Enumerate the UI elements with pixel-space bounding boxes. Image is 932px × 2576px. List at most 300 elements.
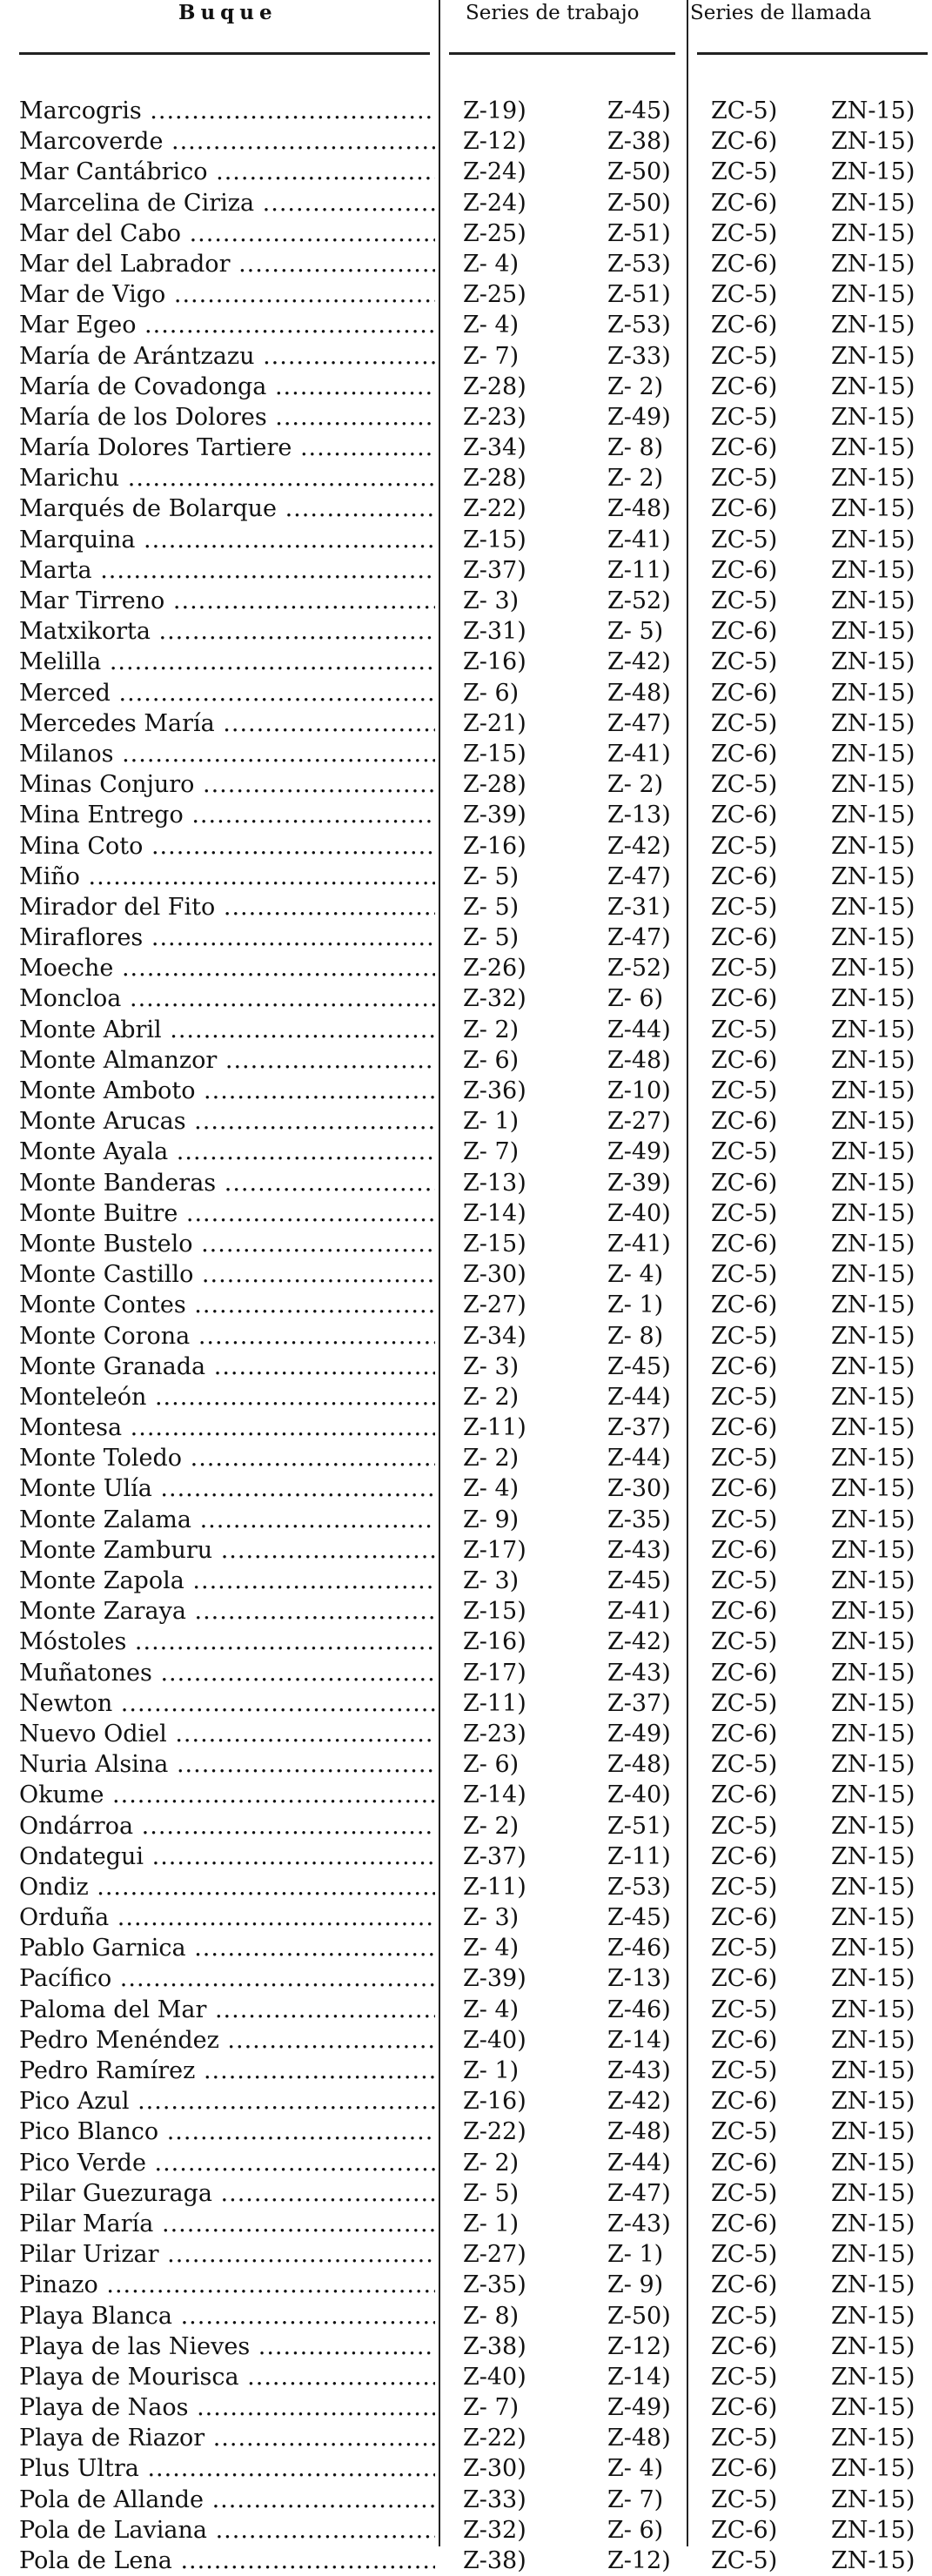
ship-name: Monte Zaraya ..... bbox=[19, 1596, 435, 1627]
serie-llamada-1: ZC-5) bbox=[711, 158, 778, 186]
serie-llamada-2: ZN-15) bbox=[831, 2179, 915, 2207]
serie-trabajo-1: Z- 4) bbox=[463, 1996, 520, 2023]
serie-trabajo-1: Z-38) bbox=[463, 2332, 526, 2360]
serie-llamada-1: ZC-5) bbox=[711, 342, 778, 370]
serie-trabajo-1: Z-16) bbox=[463, 2088, 526, 2116]
serie-trabajo-2: Z-45) bbox=[607, 1904, 671, 1932]
serie-llamada-1: ZC-5) bbox=[711, 1935, 778, 1962]
table-row bbox=[0, 279, 932, 310]
serie-llamada-2: ZN-15) bbox=[831, 2302, 915, 2330]
serie-trabajo-1: Z-39) bbox=[463, 802, 526, 829]
serie-trabajo-1: Z- 9) bbox=[463, 1506, 520, 1533]
serie-llamada-1: ZC-6) bbox=[711, 1536, 778, 1564]
serie-llamada-2: ZN-15) bbox=[831, 862, 915, 890]
serie-llamada-2: ZN-15) bbox=[831, 1322, 915, 1350]
serie-llamada-2: ZN-15) bbox=[831, 985, 915, 1013]
serie-llamada-1: ZC-5) bbox=[711, 1016, 778, 1043]
serie-trabajo-1: Z- 7) bbox=[463, 342, 520, 370]
table-row bbox=[0, 678, 932, 708]
serie-llamada-1: ZC-6) bbox=[711, 1291, 778, 1319]
serie-trabajo-1: Z- 3) bbox=[463, 1567, 520, 1594]
header-rule bbox=[19, 52, 430, 55]
serie-trabajo-2: Z-35) bbox=[607, 1506, 671, 1533]
serie-trabajo-1: Z- 3) bbox=[463, 1904, 520, 1932]
ship-name: Monte Amboto ..... bbox=[19, 1076, 435, 1106]
table-row bbox=[0, 616, 932, 647]
table-row bbox=[0, 1811, 932, 1841]
serie-trabajo-1: Z- 1) bbox=[463, 2057, 520, 2084]
serie-llamada-2: ZN-15) bbox=[831, 1781, 915, 1809]
header-series-trabajo: Series de trabajo bbox=[466, 2, 640, 24]
table-row bbox=[0, 983, 932, 1014]
serie-llamada-2: ZN-15) bbox=[831, 1812, 915, 1840]
ship-name: Monte Granada ..... bbox=[19, 1352, 435, 1382]
ship-name: Nuevo Odiel ..... bbox=[19, 1719, 435, 1749]
serie-llamada-1: ZC-6) bbox=[711, 862, 778, 890]
serie-trabajo-2: Z- 7) bbox=[607, 2485, 664, 2513]
table-row bbox=[0, 2209, 932, 2239]
serie-trabajo-1: Z- 4) bbox=[463, 1475, 520, 1503]
table-row bbox=[0, 157, 932, 187]
serie-trabajo-2: Z-13) bbox=[607, 1965, 671, 1993]
serie-llamada-1: ZC-5) bbox=[711, 1383, 778, 1411]
table-row bbox=[0, 1259, 932, 1290]
serie-trabajo-2: Z- 1) bbox=[607, 2241, 664, 2269]
ship-name: Ondárroa ..... bbox=[19, 1811, 435, 1841]
serie-llamada-2: ZN-15) bbox=[831, 2241, 915, 2269]
serie-trabajo-2: Z- 5) bbox=[607, 618, 664, 646]
serie-llamada-2: ZN-15) bbox=[831, 2547, 915, 2574]
serie-llamada-2: ZN-15) bbox=[831, 1383, 915, 1411]
serie-llamada-2: ZN-15) bbox=[831, 1261, 915, 1289]
table-row bbox=[0, 586, 932, 616]
ship-name: Pilar María ..... bbox=[19, 2209, 435, 2239]
ship-name: Monte Banderas ..... bbox=[19, 1168, 435, 1198]
ship-name: Muñatones ..... bbox=[19, 1658, 435, 1688]
serie-trabajo-2: Z-53) bbox=[607, 312, 671, 339]
serie-llamada-2: ZN-15) bbox=[831, 342, 915, 370]
ship-name: Monte Almanzor ..... bbox=[19, 1045, 435, 1076]
serie-trabajo-1: Z-25) bbox=[463, 281, 526, 309]
table-row bbox=[0, 1872, 932, 1902]
serie-trabajo-2: Z- 6) bbox=[607, 2516, 664, 2544]
table-row bbox=[0, 953, 932, 983]
ship-name: Mar Cantábrico ..... bbox=[19, 157, 435, 187]
serie-trabajo-2: Z-43) bbox=[607, 2210, 671, 2237]
serie-trabajo-2: Z-47) bbox=[607, 862, 671, 890]
serie-llamada-1: ZC-5) bbox=[711, 1322, 778, 1350]
ship-name: Pico Blanco ..... bbox=[19, 2116, 435, 2147]
ship-name: Mar del Labrador ..... bbox=[19, 249, 435, 279]
ship-name: Mar de Vigo ..... bbox=[19, 279, 435, 310]
serie-llamada-1: ZC-6) bbox=[711, 985, 778, 1013]
serie-llamada-2: ZN-15) bbox=[831, 832, 915, 860]
serie-llamada-1: ZC-5) bbox=[711, 281, 778, 309]
serie-trabajo-1: Z-31) bbox=[463, 618, 526, 646]
serie-trabajo-1: Z- 2) bbox=[463, 1016, 520, 1043]
serie-llamada-1: ZC-5) bbox=[711, 1812, 778, 1840]
table-row bbox=[0, 1412, 932, 1443]
serie-trabajo-2: Z-50) bbox=[607, 158, 671, 186]
serie-trabajo-2: Z-10) bbox=[607, 1077, 671, 1104]
ship-name: Mar Egeo ..... bbox=[19, 310, 435, 340]
serie-llamada-1: ZC-6) bbox=[711, 372, 778, 400]
table-row bbox=[0, 188, 932, 218]
serie-llamada-2: ZN-15) bbox=[831, 1016, 915, 1043]
serie-trabajo-2: Z- 8) bbox=[607, 1322, 664, 1350]
serie-llamada-2: ZN-15) bbox=[831, 312, 915, 339]
serie-llamada-1: ZC-6) bbox=[711, 1904, 778, 1932]
ship-name: Merced ..... bbox=[19, 678, 435, 708]
serie-trabajo-1: Z-32) bbox=[463, 2516, 526, 2544]
serie-llamada-2: ZN-15) bbox=[831, 2332, 915, 2360]
serie-trabajo-1: Z-22) bbox=[463, 495, 526, 523]
ship-name: Mar Tirreno ..... bbox=[19, 586, 435, 616]
ship-name: Playa Blanca ..... bbox=[19, 2301, 435, 2331]
serie-llamada-2: ZN-15) bbox=[831, 1628, 915, 1656]
table-row bbox=[0, 2270, 932, 2300]
serie-trabajo-1: Z- 8) bbox=[463, 2302, 520, 2330]
table-row bbox=[0, 2546, 932, 2576]
serie-trabajo-2: Z-51) bbox=[607, 281, 671, 309]
serie-trabajo-1: Z-39) bbox=[463, 1965, 526, 1993]
serie-llamada-1: ZC-6) bbox=[711, 189, 778, 217]
table-row bbox=[0, 2362, 932, 2392]
table-row bbox=[0, 96, 932, 126]
serie-trabajo-2: Z-31) bbox=[607, 893, 671, 921]
serie-llamada-2: ZN-15) bbox=[831, 2485, 915, 2513]
ship-name: Pinazo ..... bbox=[19, 2270, 435, 2300]
table-row bbox=[0, 1137, 932, 1167]
serie-trabajo-2: Z-47) bbox=[607, 709, 671, 737]
serie-trabajo-1: Z-36) bbox=[463, 1077, 526, 1104]
serie-llamada-1: ZC-5) bbox=[711, 1751, 778, 1779]
serie-llamada-2: ZN-15) bbox=[831, 1689, 915, 1717]
ship-name: Marquina ..... bbox=[19, 525, 435, 555]
serie-trabajo-2: Z-38) bbox=[607, 128, 671, 156]
serie-trabajo-1: Z-15) bbox=[463, 526, 526, 553]
serie-llamada-1: ZC-6) bbox=[711, 312, 778, 339]
serie-llamada-1: ZC-5) bbox=[711, 2241, 778, 2269]
serie-llamada-1: ZC-5) bbox=[711, 526, 778, 553]
serie-llamada-1: ZC-6) bbox=[711, 1659, 778, 1687]
ship-name: Playa de las Nieves ..... bbox=[19, 2331, 435, 2362]
serie-trabajo-1: Z-14) bbox=[463, 1199, 526, 1227]
serie-llamada-2: ZN-15) bbox=[831, 1352, 915, 1380]
serie-llamada-1: ZC-6) bbox=[711, 740, 778, 768]
ship-name: Monte Buitre ..... bbox=[19, 1198, 435, 1229]
serie-llamada-1: ZC-5) bbox=[711, 2425, 778, 2452]
serie-llamada-2: ZN-15) bbox=[831, 924, 915, 952]
serie-trabajo-2: Z-45) bbox=[607, 1352, 671, 1380]
ship-name: María de Covadonga ..... bbox=[19, 372, 435, 402]
table-row bbox=[0, 1045, 932, 1076]
serie-llamada-1: ZC-5) bbox=[711, 709, 778, 737]
table-row bbox=[0, 493, 932, 524]
table-row bbox=[0, 1963, 932, 1994]
serie-trabajo-2: Z-50) bbox=[607, 189, 671, 217]
table-row bbox=[0, 2116, 932, 2147]
table-row bbox=[0, 310, 932, 340]
serie-trabajo-1: Z- 5) bbox=[463, 893, 520, 921]
serie-trabajo-2: Z-48) bbox=[607, 2118, 671, 2146]
serie-llamada-1: ZC-5) bbox=[711, 2363, 778, 2391]
table-row bbox=[0, 1443, 932, 1473]
ship-name: Montesa ..... bbox=[19, 1412, 435, 1443]
serie-trabajo-1: Z-30) bbox=[463, 2455, 526, 2483]
serie-trabajo-1: Z-27) bbox=[463, 1291, 526, 1319]
serie-llamada-1: ZC-5) bbox=[711, 2057, 778, 2084]
serie-trabajo-2: Z-37) bbox=[607, 1689, 671, 1717]
serie-trabajo-1: Z- 2) bbox=[463, 1383, 520, 1411]
serie-llamada-2: ZN-15) bbox=[831, 2057, 915, 2084]
serie-trabajo-1: Z-34) bbox=[463, 1322, 526, 1350]
ship-name: Minas Conjuro ..... bbox=[19, 769, 435, 800]
table-row bbox=[0, 2025, 932, 2056]
serie-llamada-2: ZN-15) bbox=[831, 403, 915, 431]
ship-name: Plus Ultra ..... bbox=[19, 2453, 435, 2484]
table-row bbox=[0, 2331, 932, 2362]
serie-llamada-1: ZC-5) bbox=[711, 1138, 778, 1166]
serie-trabajo-2: Z-12) bbox=[607, 2332, 671, 2360]
serie-trabajo-1: Z-24) bbox=[463, 158, 526, 186]
table-row bbox=[0, 1780, 932, 1810]
ship-name: Monte Abril ..... bbox=[19, 1015, 435, 1045]
serie-llamada-2: ZN-15) bbox=[831, 1445, 915, 1472]
serie-trabajo-1: Z- 6) bbox=[463, 679, 520, 707]
table-row bbox=[0, 1076, 932, 1106]
serie-llamada-1: ZC-5) bbox=[711, 1077, 778, 1104]
ship-name: Matxikorta ..... bbox=[19, 616, 435, 647]
serie-trabajo-2: Z-41) bbox=[607, 1230, 671, 1258]
ship-name: Paloma del Mar ..... bbox=[19, 1995, 435, 2025]
table-row bbox=[0, 1596, 932, 1627]
serie-trabajo-2: Z-50) bbox=[607, 2302, 671, 2330]
ship-name: María de los Dolores ..... bbox=[19, 402, 435, 433]
table-row bbox=[0, 2453, 932, 2484]
ship-name: Okume ..... bbox=[19, 1780, 435, 1810]
serie-trabajo-2: Z-53) bbox=[607, 1873, 671, 1901]
table-row bbox=[0, 1290, 932, 1320]
serie-llamada-2: ZN-15) bbox=[831, 250, 915, 278]
serie-trabajo-2: Z-49) bbox=[607, 2394, 671, 2422]
serie-trabajo-1: Z-27) bbox=[463, 2241, 526, 2269]
table-row bbox=[0, 1535, 932, 1566]
serie-llamada-2: ZN-15) bbox=[831, 434, 915, 462]
serie-llamada-2: ZN-15) bbox=[831, 648, 915, 676]
ship-name: Monte Corona ..... bbox=[19, 1321, 435, 1352]
table-row bbox=[0, 2239, 932, 2270]
table-row bbox=[0, 2178, 932, 2209]
ship-name: Pola de Laviana ..... bbox=[19, 2515, 435, 2546]
table-row bbox=[0, 739, 932, 769]
serie-llamada-1: ZC-5) bbox=[711, 403, 778, 431]
table-row bbox=[0, 555, 932, 586]
table-row bbox=[0, 769, 932, 800]
serie-llamada-1: ZC-6) bbox=[711, 1169, 778, 1197]
serie-llamada-1: ZC-6) bbox=[711, 128, 778, 156]
serie-trabajo-2: Z-13) bbox=[607, 802, 671, 829]
table-row bbox=[0, 862, 932, 892]
serie-trabajo-2: Z-47) bbox=[607, 924, 671, 952]
serie-trabajo-2: Z-41) bbox=[607, 526, 671, 553]
table-row bbox=[0, 1015, 932, 1045]
ship-name: Marcogris ..... bbox=[19, 96, 435, 126]
serie-trabajo-1: Z-26) bbox=[463, 955, 526, 983]
serie-trabajo-1: Z-17) bbox=[463, 1536, 526, 1564]
serie-trabajo-1: Z- 7) bbox=[463, 1138, 520, 1166]
table-row bbox=[0, 341, 932, 372]
serie-llamada-2: ZN-15) bbox=[831, 1138, 915, 1166]
serie-trabajo-1: Z-11) bbox=[463, 1873, 526, 1901]
serie-llamada-1: ZC-6) bbox=[711, 679, 778, 707]
serie-trabajo-2: Z-44) bbox=[607, 1383, 671, 1411]
table-row bbox=[0, 1505, 932, 1535]
serie-trabajo-1: Z-21) bbox=[463, 709, 526, 737]
table-row bbox=[0, 1658, 932, 1688]
serie-trabajo-1: Z-28) bbox=[463, 465, 526, 493]
serie-trabajo-2: Z- 2) bbox=[607, 372, 664, 400]
serie-trabajo-2: Z-39) bbox=[607, 1169, 671, 1197]
serie-llamada-1: ZC-5) bbox=[711, 1567, 778, 1594]
serie-llamada-2: ZN-15) bbox=[831, 2026, 915, 2054]
serie-trabajo-2: Z- 4) bbox=[607, 1261, 664, 1289]
ship-name: Pedro Ramírez ..... bbox=[19, 2056, 435, 2086]
ship-name: Mercedes María ..... bbox=[19, 708, 435, 739]
serie-trabajo-2: Z-48) bbox=[607, 1751, 671, 1779]
serie-llamada-2: ZN-15) bbox=[831, 893, 915, 921]
serie-llamada-2: ZN-15) bbox=[831, 372, 915, 400]
serie-trabajo-2: Z-43) bbox=[607, 1536, 671, 1564]
table-row bbox=[0, 831, 932, 862]
serie-llamada-1: ZC-5) bbox=[711, 2485, 778, 2513]
serie-llamada-1: ZC-5) bbox=[711, 648, 778, 676]
serie-llamada-2: ZN-15) bbox=[831, 2118, 915, 2146]
serie-llamada-2: ZN-15) bbox=[831, 1965, 915, 1993]
serie-llamada-2: ZN-15) bbox=[831, 1751, 915, 1779]
serie-trabajo-2: Z-48) bbox=[607, 2425, 671, 2452]
serie-trabajo-2: Z-11) bbox=[607, 1842, 671, 1870]
serie-trabajo-1: Z- 4) bbox=[463, 250, 520, 278]
serie-trabajo-1: Z- 5) bbox=[463, 924, 520, 952]
serie-trabajo-1: Z- 4) bbox=[463, 1935, 520, 1962]
serie-llamada-1: ZC-6) bbox=[711, 1720, 778, 1748]
serie-trabajo-1: Z-33) bbox=[463, 2485, 526, 2513]
table-row bbox=[0, 708, 932, 739]
serie-llamada-1: ZC-5) bbox=[711, 2118, 778, 2146]
serie-llamada-2: ZN-15) bbox=[831, 1077, 915, 1104]
serie-llamada-2: ZN-15) bbox=[831, 1475, 915, 1503]
serie-llamada-2: ZN-15) bbox=[831, 1567, 915, 1594]
serie-trabajo-1: Z-19) bbox=[463, 97, 526, 124]
serie-llamada-2: ZN-15) bbox=[831, 802, 915, 829]
serie-llamada-2: ZN-15) bbox=[831, 679, 915, 707]
serie-llamada-2: ZN-15) bbox=[831, 1169, 915, 1197]
serie-llamada-2: ZN-15) bbox=[831, 1414, 915, 1442]
serie-trabajo-2: Z-51) bbox=[607, 219, 671, 247]
serie-llamada-1: ZC-5) bbox=[711, 1199, 778, 1227]
serie-trabajo-1: Z-30) bbox=[463, 1261, 526, 1289]
ship-name: Pola de Allande ..... bbox=[19, 2485, 435, 2515]
serie-trabajo-2: Z-49) bbox=[607, 1138, 671, 1166]
serie-llamada-1: ZC-6) bbox=[711, 2088, 778, 2116]
table-row bbox=[0, 2086, 932, 2116]
serie-llamada-1: ZC-6) bbox=[711, 1475, 778, 1503]
serie-trabajo-1: Z- 2) bbox=[463, 1812, 520, 1840]
serie-llamada-2: ZN-15) bbox=[831, 618, 915, 646]
serie-trabajo-2: Z-40) bbox=[607, 1781, 671, 1809]
serie-trabajo-1: Z-11) bbox=[463, 1414, 526, 1442]
serie-llamada-2: ZN-15) bbox=[831, 1659, 915, 1687]
ship-name: Playa de Naos ..... bbox=[19, 2392, 435, 2423]
serie-llamada-2: ZN-15) bbox=[831, 2271, 915, 2299]
serie-trabajo-2: Z-48) bbox=[607, 679, 671, 707]
ship-name: Monte Contes ..... bbox=[19, 1290, 435, 1320]
table-row bbox=[0, 647, 932, 677]
table-row bbox=[0, 1168, 932, 1198]
table-row bbox=[0, 1566, 932, 1596]
table-row bbox=[0, 1352, 932, 1382]
serie-llamada-2: ZN-15) bbox=[831, 955, 915, 983]
serie-trabajo-2: Z-30) bbox=[607, 1475, 671, 1503]
serie-llamada-1: ZC-6) bbox=[711, 2332, 778, 2360]
ship-name: Monte Bustelo ..... bbox=[19, 1229, 435, 1259]
serie-trabajo-2: Z-45) bbox=[607, 1567, 671, 1594]
serie-trabajo-1: Z-32) bbox=[463, 985, 526, 1013]
table-row bbox=[0, 2515, 932, 2546]
serie-llamada-2: ZN-15) bbox=[831, 1842, 915, 1870]
serie-trabajo-1: Z-15) bbox=[463, 1598, 526, 1626]
serie-llamada-1: ZC-6) bbox=[711, 1230, 778, 1258]
table-row bbox=[0, 1749, 932, 1780]
serie-llamada-1: ZC-6) bbox=[711, 2271, 778, 2299]
serie-trabajo-1: Z- 2) bbox=[463, 1445, 520, 1472]
ship-name: Marta ..... bbox=[19, 555, 435, 586]
serie-trabajo-2: Z-41) bbox=[607, 1598, 671, 1626]
serie-llamada-2: ZN-15) bbox=[831, 465, 915, 493]
serie-trabajo-2: Z-51) bbox=[607, 1812, 671, 1840]
serie-trabajo-2: Z- 2) bbox=[607, 465, 664, 493]
serie-llamada-1: ZC-6) bbox=[711, 2149, 778, 2177]
ship-name: Pola de Lena ..... bbox=[19, 2546, 435, 2576]
table-row bbox=[0, 2423, 932, 2453]
serie-llamada-1: ZC-5) bbox=[711, 465, 778, 493]
serie-llamada-1: ZC-6) bbox=[711, 2394, 778, 2422]
serie-trabajo-1: Z-16) bbox=[463, 1628, 526, 1656]
serie-trabajo-2: Z-42) bbox=[607, 832, 671, 860]
table-row bbox=[0, 892, 932, 922]
serie-trabajo-2: Z-37) bbox=[607, 1414, 671, 1442]
serie-trabajo-2: Z-48) bbox=[607, 495, 671, 523]
serie-llamada-2: ZN-15) bbox=[831, 495, 915, 523]
serie-llamada-1: ZC-6) bbox=[711, 924, 778, 952]
serie-trabajo-2: Z-44) bbox=[607, 1445, 671, 1472]
serie-llamada-1: ZC-5) bbox=[711, 587, 778, 614]
serie-trabajo-2: Z-48) bbox=[607, 1046, 671, 1074]
serie-trabajo-1: Z-24) bbox=[463, 189, 526, 217]
serie-trabajo-2: Z-45) bbox=[607, 97, 671, 124]
serie-llamada-2: ZN-15) bbox=[831, 2149, 915, 2177]
serie-llamada-1: ZC-5) bbox=[711, 893, 778, 921]
serie-trabajo-2: Z-44) bbox=[607, 2149, 671, 2177]
serie-llamada-1: ZC-6) bbox=[711, 1781, 778, 1809]
serie-llamada-1: ZC-5) bbox=[711, 2547, 778, 2574]
serie-trabajo-1: Z- 7) bbox=[463, 2394, 520, 2422]
ship-name: Marcelina de Ciriza ..... bbox=[19, 188, 435, 218]
ship-name: Monteleón ..... bbox=[19, 1382, 435, 1412]
table-row bbox=[0, 1627, 932, 1657]
serie-trabajo-1: Z- 5) bbox=[463, 862, 520, 890]
